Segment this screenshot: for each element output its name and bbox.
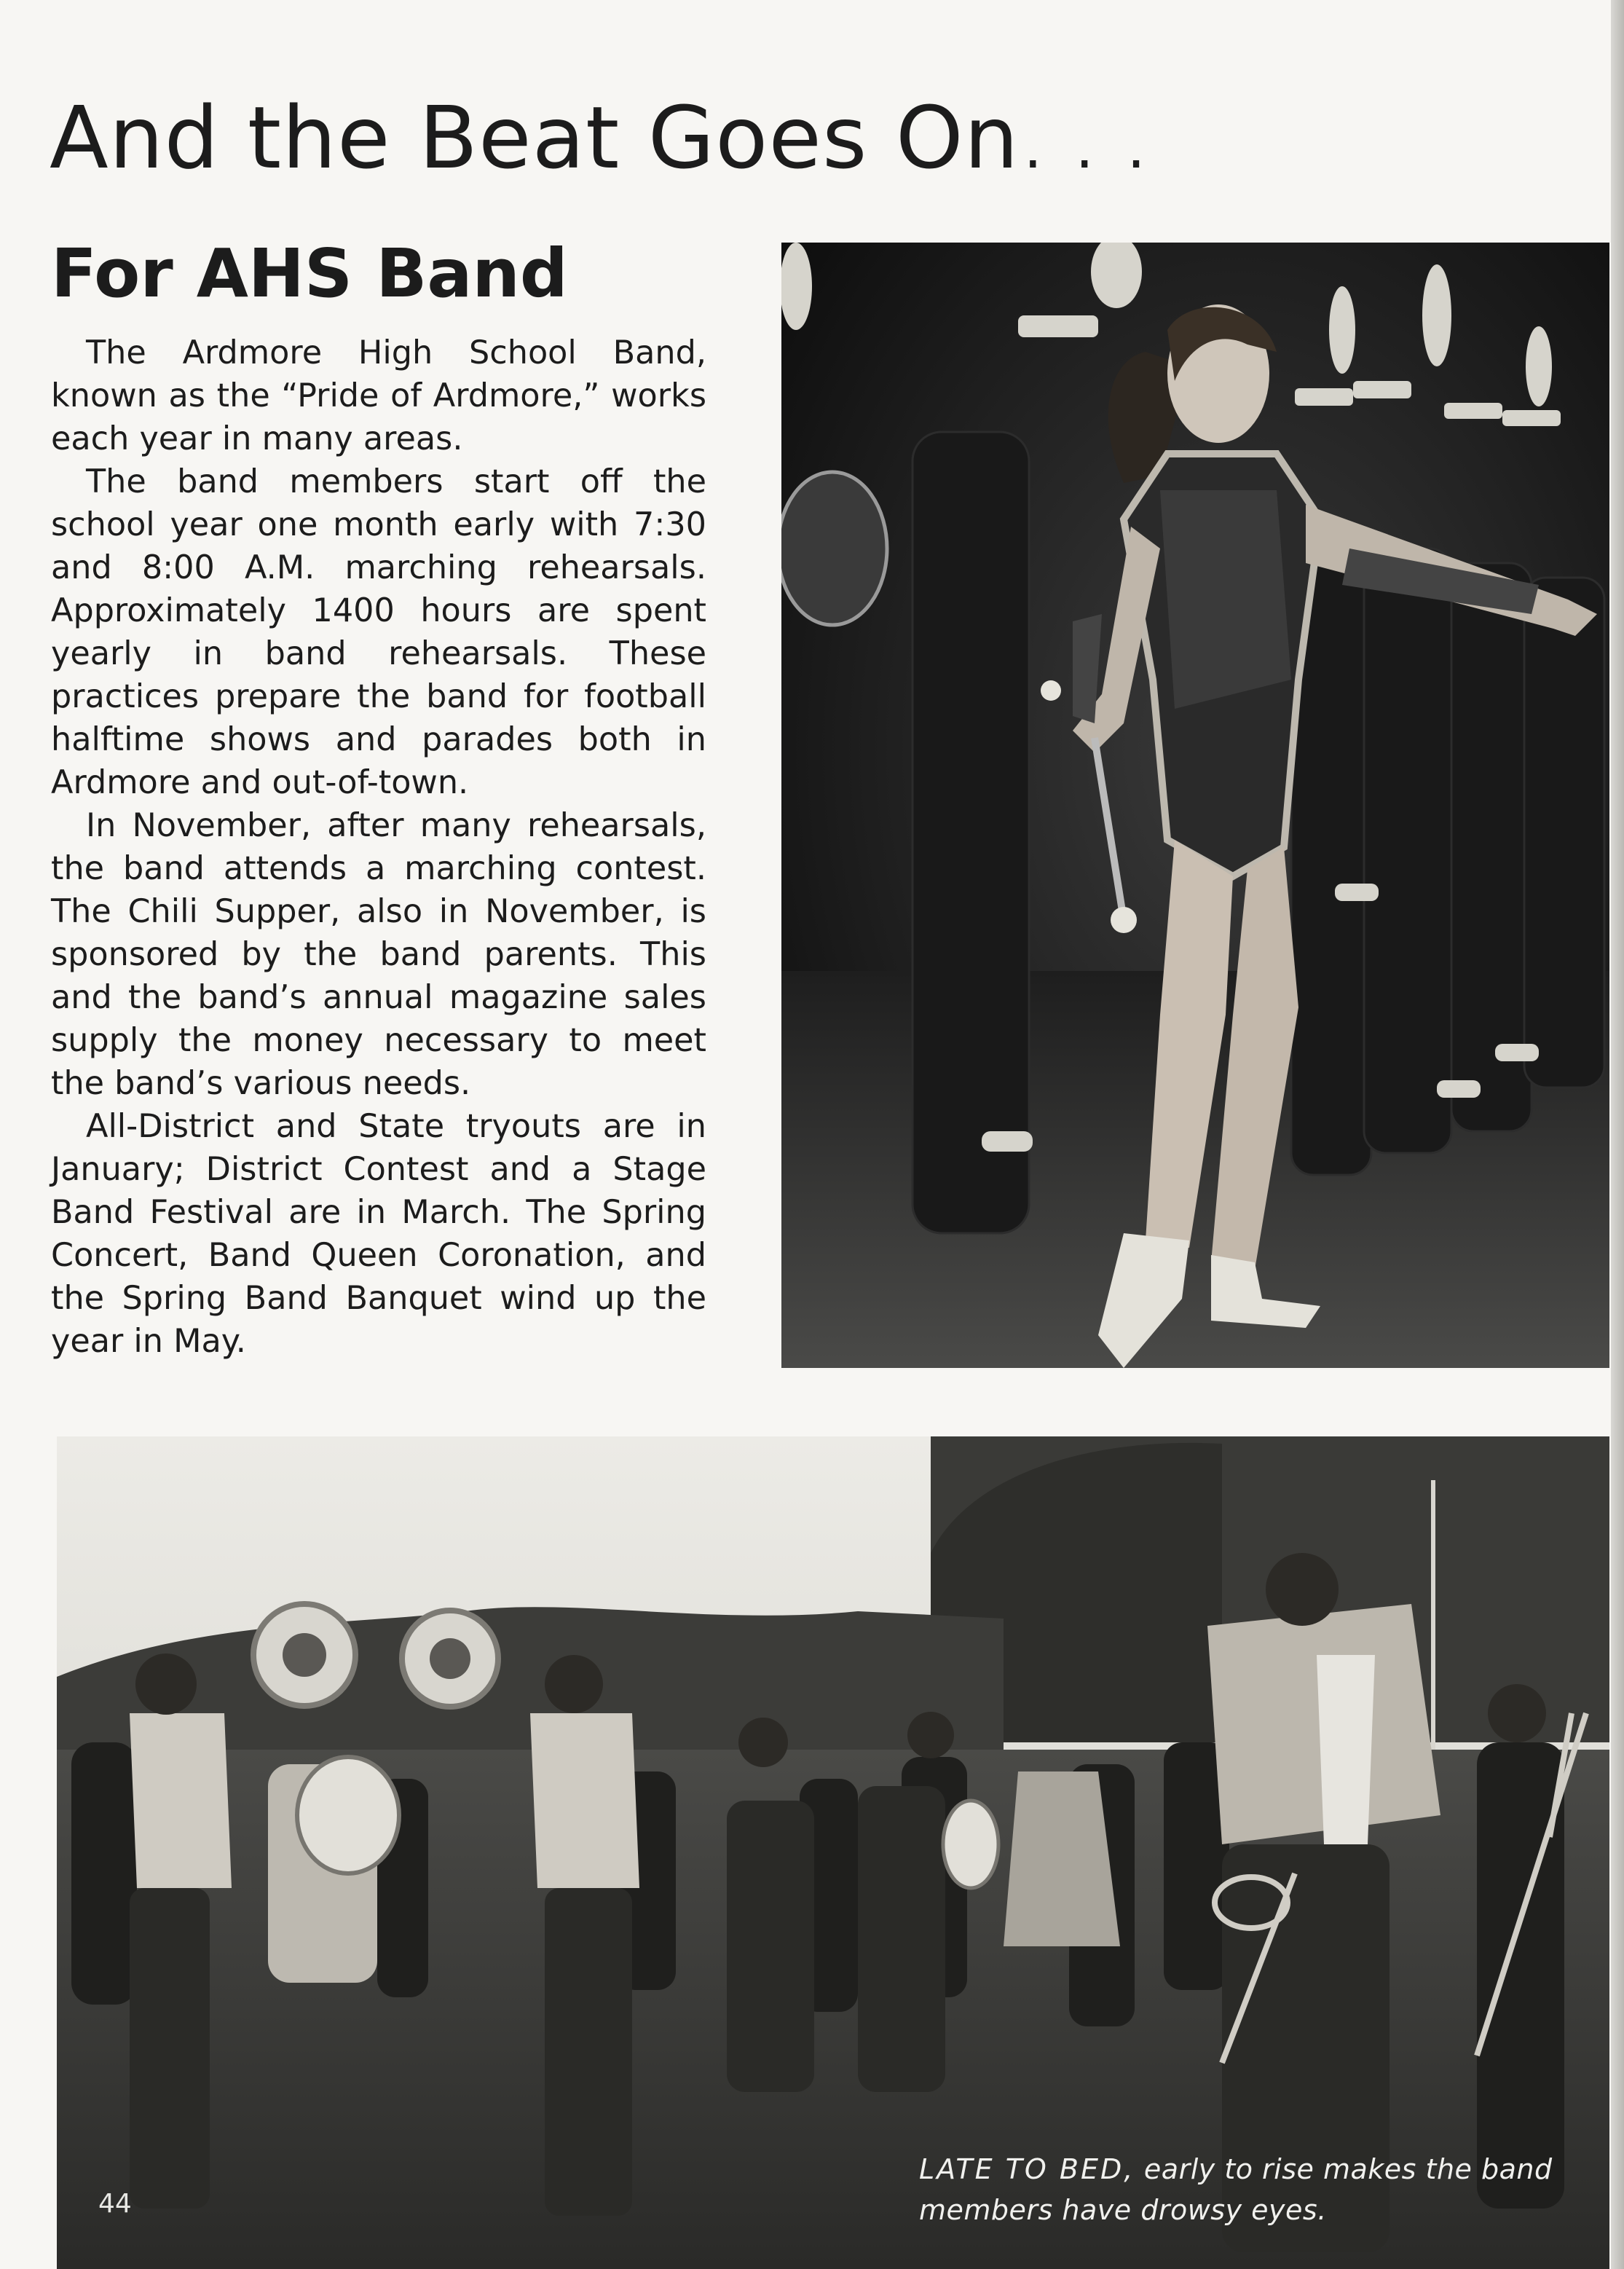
article-body (51, 331, 706, 1363)
headline-ellipsis: . . . (1023, 114, 1153, 181)
band-field-photo (57, 1436, 1609, 2269)
paragraph: All-District and State tryouts are in January; District Contest and a Stage Band Festival are in March. The Spring Concert, Band Queen Coronation, and the Spring Band Banquet wind up the year in May. (51, 1108, 706, 1360)
page-headline (50, 87, 1153, 188)
paragraph: In November, after many rehearsals, the band attends a marching contest. The Chili Supper, also in November, is sponsored by the band parents. This and the band’s annual magazine sales supply the money necessary to meet the band’s various needs. (51, 807, 706, 1102)
paragraph: The Ardmore High School Band, known as the “Pride of Ardmore,” works each year in many areas. (51, 334, 706, 457)
caption-text: early to rise makes the band members have drowsy eyes. (919, 2153, 1553, 2226)
majorette-photo (781, 243, 1609, 1368)
majorette-photo-image (781, 243, 1609, 1368)
caption-lead: LATE TO BED, (919, 2153, 1135, 2185)
page-edge-shadow (1611, 0, 1624, 2269)
photo-caption (919, 2149, 1589, 2230)
band-field-photo-image (57, 1436, 1609, 2269)
page-number: 44 (98, 2189, 132, 2219)
page-subhead: For AHS Band (51, 235, 568, 312)
headline-text: And the Beat Goes On (50, 87, 1020, 188)
paragraph: The band members start off the school year one month early with 7:30 and 8:00 A.M. marching rehearsals. Approximately 1400 hours are spent yearly in band rehearsals. These practices prepare the band for football halftime shows and parades both in Ardmore and out-of-town. (51, 463, 706, 801)
